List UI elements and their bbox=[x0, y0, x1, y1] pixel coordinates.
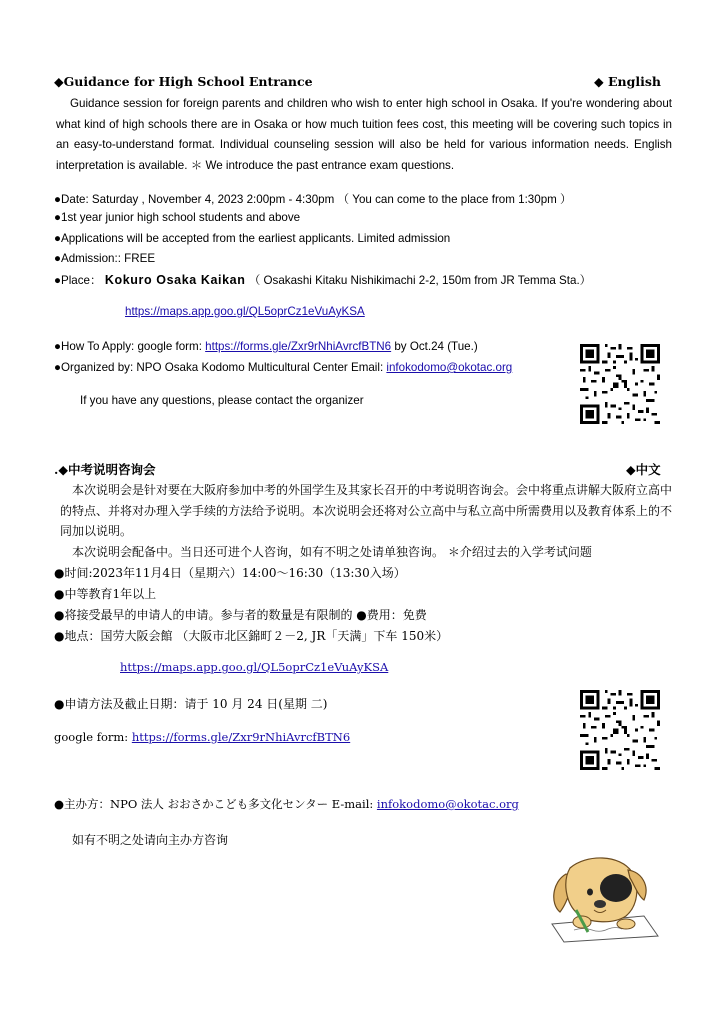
english-map-link[interactable]: https://maps.app.goo.gl/QL5oprCz1eVuAyKSA bbox=[125, 305, 365, 318]
english-applications: ●Applications will be accepted from the earliest applicants. Limited admission bbox=[54, 232, 451, 245]
english-questions: If you have any questions, please contact the organizer bbox=[80, 394, 364, 407]
english-place-prefix: ●Place： bbox=[54, 274, 102, 287]
qr-code-icon bbox=[580, 689, 660, 771]
chinese-place: ●地点：国劳大阪会館 （大阪市北区錦町２－2, JR「天满」下车 150米） bbox=[54, 629, 449, 643]
english-lang-label: ◆ English bbox=[594, 74, 661, 89]
chinese-form-link[interactable]: https://forms.gle/Zxr9rNhiAvrcfBTN6 bbox=[131, 730, 351, 744]
english-apply-prefix: ●How To Apply: google form: bbox=[54, 340, 206, 353]
english-title: ◆Guidance for High School Entrance bbox=[54, 74, 313, 89]
chinese-intro-1: 本次说明会是针对要在大阪府参加中考的外国学生及其家长召开的中考说明咨询会。会中将重点讲解大阪府立高中的特点、并将对办理入学手续的方法给予说明。本次说明会还将对公立高中与私立高中所需费用以及教育体系上的不同加以说明。 bbox=[60, 483, 673, 538]
chinese-form-prefix: google form: bbox=[54, 730, 132, 744]
english-eligibility: ●1st year junior high school students and above bbox=[54, 211, 301, 224]
chinese-deadline: ●申请方法及截止日期：请于 10 月 24 日(星期 二) bbox=[54, 697, 328, 711]
chinese-organizer-prefix: ●主办方：NPO 法人 おおさかこども多文化センター E-mail: bbox=[54, 797, 377, 811]
english-intro: Guidance session for foreign parents and children who wish to enter high school in Osaka. If you're wondering about what kind of high schools there are in Osaka or how much tuition fees cost, this meeting will be covering such topics in an easy-to-understand format. Individual counseling session will also be held for various information needs. English interpretation is available. ＊ We introduce the past entrance exam questions. bbox=[56, 97, 672, 172]
chinese-intro-2: 本次说明会配备中。当日还可进个人咨询，如有不明之处请单独咨询。 ＊介绍过去的入学考试问题 bbox=[72, 545, 592, 559]
chinese-eligibility: ●中等教育1年以上 bbox=[54, 587, 157, 601]
english-place bbox=[54, 272, 591, 288]
english-organizer bbox=[54, 361, 512, 374]
chinese-form bbox=[54, 730, 350, 744]
chinese-lang-label: ◆中文 bbox=[626, 462, 661, 477]
chinese-questions: 如有不明之处请向主办方咨询 bbox=[72, 833, 229, 847]
english-organizer-prefix: ●Organized by: NPO Osaka Kodomo Multicultural Center Email: bbox=[54, 361, 387, 374]
english-admission: ●Admission:: FREE bbox=[54, 252, 156, 265]
chinese-organizer bbox=[54, 796, 519, 812]
chinese-time: ●时间:2023年11月4日（星期六）14:00～16:30（13:30入场） bbox=[54, 566, 406, 580]
chinese-title: .◆中考说明咨询会 bbox=[54, 462, 156, 477]
english-place-detail: （ Osakashi Kitaku Nishikimachi 2-2, 150m from JR Temma Sta.） bbox=[248, 274, 592, 287]
chinese-applications: ●将接受最早的申请人的申请。参与者的数量是有限制的 ●费用：免费 bbox=[54, 608, 427, 622]
qr-code-icon bbox=[580, 343, 660, 425]
chinese-email-link[interactable]: infokodomo@okotac.org bbox=[376, 797, 519, 811]
english-place-name: Kokuro Osaka Kaikan bbox=[104, 273, 246, 287]
english-map-link-wrap bbox=[125, 305, 365, 318]
english-email-link[interactable]: infokodomo@okotac.org bbox=[386, 361, 513, 374]
english-date: ●Date: Saturday , November 4, 2023 2:00pm - 4:30pm （ You can come to the place from 1:30pm ） bbox=[54, 193, 572, 206]
english-apply bbox=[54, 340, 478, 353]
english-apply-suffix: by Oct.24 (Tue.) bbox=[391, 340, 478, 353]
english-form-link[interactable]: https://forms.gle/Zxr9rNhiAvrcfBTN6 bbox=[205, 340, 392, 353]
dog-illustration-icon bbox=[546, 852, 662, 944]
chinese-map-link-wrap bbox=[120, 660, 388, 674]
chinese-map-link[interactable]: https://maps.app.goo.gl/QL5oprCz1eVuAyKSA bbox=[120, 660, 389, 674]
